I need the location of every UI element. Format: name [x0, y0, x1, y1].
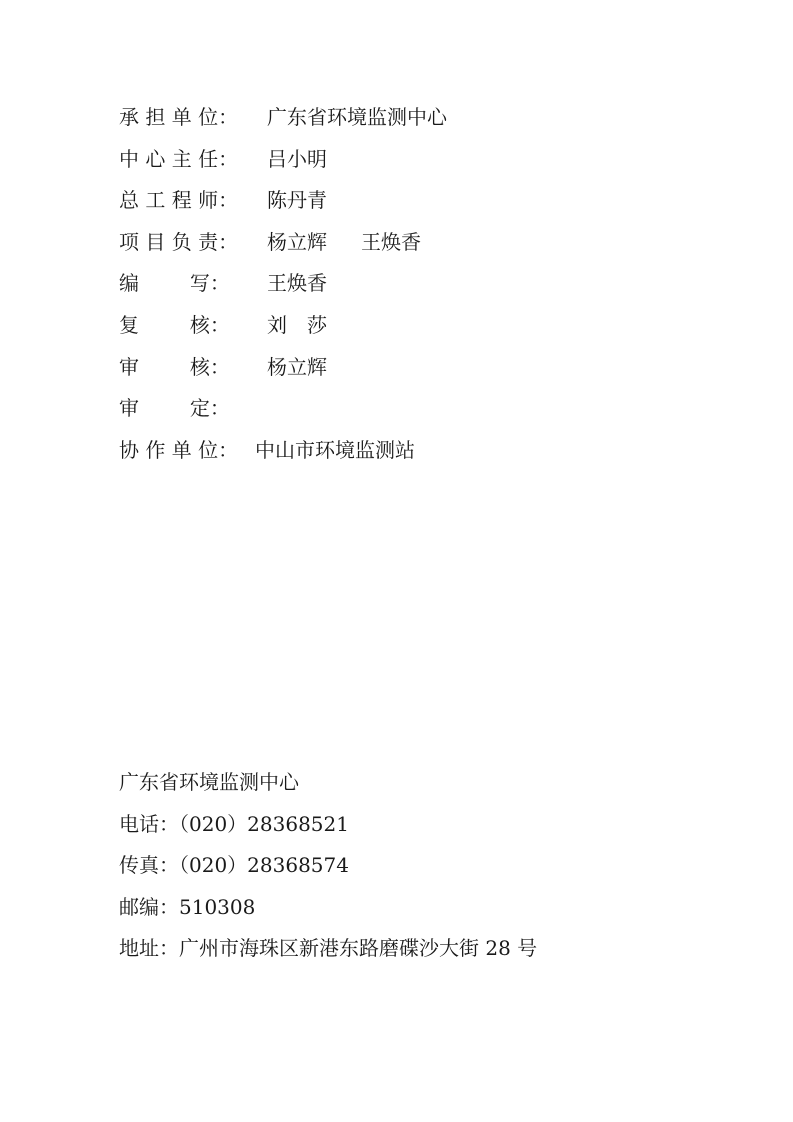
credit-row-project-lead [119, 222, 679, 264]
credit-role: 承 担 单 位： [119, 105, 239, 129]
credit-value: 广东省环境监测中心 [267, 105, 447, 129]
credit-value: 杨立辉 [267, 354, 327, 379]
credit-value: 吕小明 [267, 146, 327, 171]
credit-role: 复 核： [119, 312, 230, 337]
credit-role: 项 目 负 责： [119, 229, 239, 254]
credit-role: 编 写： [119, 271, 230, 296]
credit-role: 审 定： [119, 396, 230, 421]
credit-value: 王焕香 [267, 271, 327, 296]
contact-address: 地址：广州市海珠区新港东路磨碟沙大街 28 号 [119, 936, 538, 961]
credit-role: 总 工 程 师： [119, 188, 239, 213]
credit-role: 审 核： [119, 354, 230, 379]
credit-value-second: 王焕香 [361, 229, 421, 254]
credits-block [119, 97, 679, 471]
credit-value: 刘 莎 [267, 312, 327, 337]
credit-value: 杨立辉 [267, 229, 327, 254]
credit-role: 中 心 主 任： [119, 146, 239, 171]
credit-row-undertaking-unit [119, 97, 679, 139]
credit-row-auditor [119, 347, 679, 389]
contact-fax: 传真：（020）28368574 [119, 853, 349, 878]
contact-phone: 电话：（020）28368521 [119, 811, 349, 836]
contact-block [119, 762, 719, 970]
credit-row-approver [119, 388, 679, 430]
contact-postcode: 邮编：510308 [119, 894, 256, 919]
credit-value: 陈丹青 [267, 188, 327, 213]
credit-row-center-director [119, 139, 679, 181]
credit-value: 中山市环境监测站 [255, 437, 415, 462]
credit-row-chief-engineer [119, 180, 679, 222]
credit-role: 协 作 单 位： [119, 437, 239, 462]
credit-row-author [119, 263, 679, 305]
credit-row-cooperating-unit [119, 430, 679, 472]
contact-org: 广东省环境监测中心 [119, 770, 299, 794]
credit-row-reviewer [119, 305, 679, 347]
